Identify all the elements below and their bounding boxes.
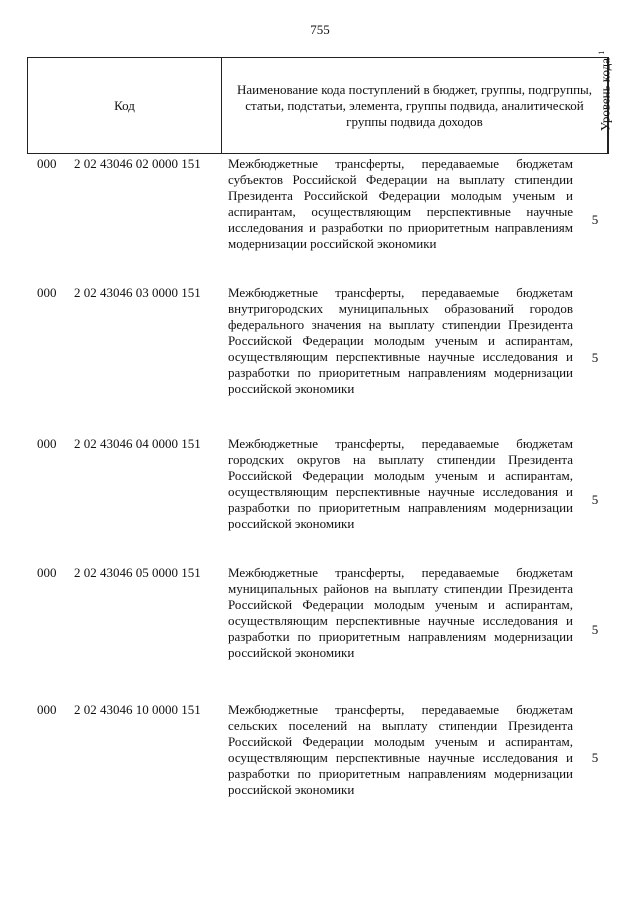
row-level: 5 bbox=[591, 350, 599, 365]
row-name: Межбюджетные трансферты, передаваемые бюджетам сельских поселений на выплату стипендии Президента Российской Федерации молодым ученым и аспирантам, осуществляющим перспективные научные исследования и разработки по приоритетным направлениям модернизации российской экономики bbox=[228, 702, 573, 797]
header-level bbox=[597, 31, 619, 151]
row-admin-code: 000 bbox=[37, 285, 57, 300]
row-name: Межбюджетные трансферты, передаваемые бюджетам субъектов Российской Федерации на выплату стипендии Президента Российской Федерации молодым ученым и аспирантам, осуществляющим перспективные научные исследования и разработки по приоритетным направлениям модернизации российской экономики bbox=[228, 156, 573, 251]
header-level-label: Уровень кода bbox=[597, 58, 613, 132]
row-admin-code: 000 bbox=[37, 565, 57, 580]
row-name: Межбюджетные трансферты, передаваемые бюджетам городских округов на выплату стипендии Президента Российской Федерации молодым ученым и аспирантам, осуществляющим перспективные научные исследования и разработки по приоритетным направлениям модернизации российской экономики bbox=[228, 436, 573, 531]
row-name: Межбюджетные трансферты, передаваемые бюджетам муниципальных районов на выплату стипендии Президента Российской Федерации молодым ученым и аспирантам, осуществляющим перспективные научные исследования и разработки по приоритетным направлениям модернизации российской экономики bbox=[228, 565, 573, 660]
page-number: 755 bbox=[310, 22, 330, 37]
row-level: 5 bbox=[591, 622, 599, 637]
row-level: 5 bbox=[591, 212, 599, 227]
row-admin-code: 000 bbox=[37, 436, 57, 451]
header-code: Код bbox=[28, 58, 222, 153]
row-admin-code: 000 bbox=[37, 702, 57, 717]
header-name: Наименование кода поступлений в бюджет, группы, подгруппы, статьи, подстатьи, элемента, группы подвида, аналитической группы подвида доходов bbox=[222, 58, 608, 153]
row-code: 2 02 43046 02 0000 151 bbox=[74, 156, 201, 171]
row-code: 2 02 43046 05 0000 151 bbox=[74, 565, 201, 580]
table-header bbox=[27, 57, 609, 154]
row-level: 5 bbox=[591, 750, 599, 765]
row-name: Межбюджетные трансферты, передаваемые бюджетам внутригородских муниципальных образований городов федерального значения на выплату стипендии Президента Российской Федерации молодым ученым и аспирантам, осуществляющим перспективные научные исследования и разработки по приоритетным направлениям модернизации российской экономики bbox=[228, 285, 573, 396]
row-code: 2 02 43046 04 0000 151 bbox=[74, 436, 201, 451]
row-level: 5 bbox=[591, 492, 599, 507]
header-level-footnote: 1 bbox=[597, 50, 606, 55]
row-code: 2 02 43046 10 0000 151 bbox=[74, 702, 201, 717]
row-code: 2 02 43046 03 0000 151 bbox=[74, 285, 201, 300]
row-admin-code: 000 bbox=[37, 156, 57, 171]
